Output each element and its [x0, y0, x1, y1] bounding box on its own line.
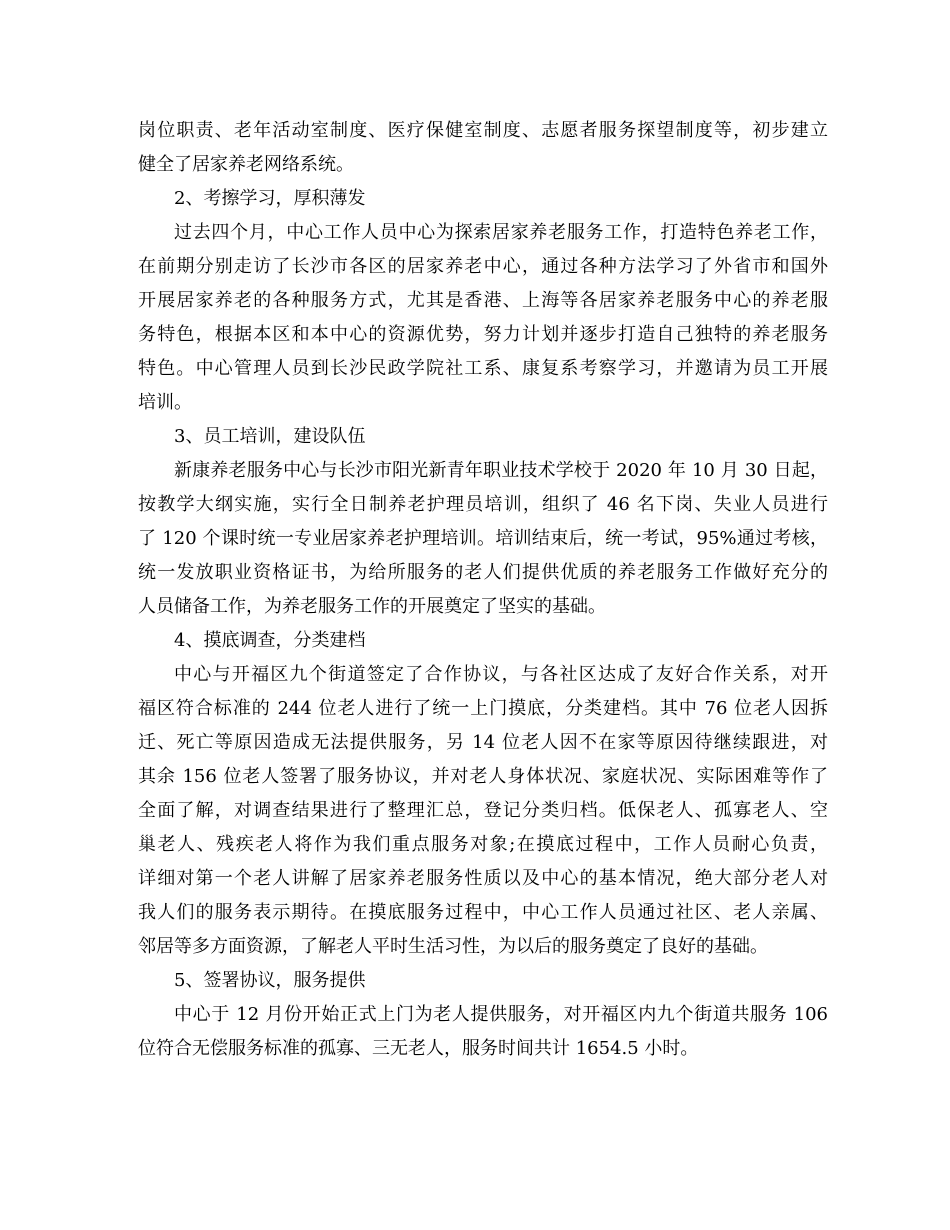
text-line: 培训。 [138, 392, 192, 413]
text-line: 开展居家养老的各种服务方式，尤其是香港、上海等各居家养老服务中心的养老服 [138, 290, 828, 311]
text-line: 中心与开福区九个街道签定了合作协议，与各社区达成了友好合作关系，对开 [174, 664, 828, 685]
section-heading: 5、签署协议，服务提供 [174, 970, 366, 991]
section-heading: 3、员工培训，建设队伍 [174, 426, 366, 447]
text-line: 我人们的服务表示期待。在摸底服务过程中，中心工作人员通过社区、老人亲属、 [138, 902, 828, 923]
text-line: 位符合无偿服务标准的孤寡、三无老人，服务时间共计 1654.5 小时。 [138, 1038, 699, 1059]
text-line: 全面了解，对调查结果进行了整理汇总，登记分类归档。低保老人、孤寡老人、空 [138, 800, 828, 821]
text-line: 了 120 个课时统一专业居家养老护理培训。培训结束后，统一考试，95%通过考核， [138, 528, 828, 549]
text-line: 务特色，根据本区和本中心的资源优势，努力计划并逐步打造自己独特的养老服务 [138, 324, 828, 345]
text-line: 过去四个月，中心工作人员中心为探索居家养老服务工作，打造特色养老工作， [174, 222, 828, 243]
text-line: 中心于 12 月份开始正式上门为老人提供服务，对开福区内九个街道共服务 106 [174, 1004, 828, 1025]
text-line: 按教学大纲实施，实行全日制养老护理员培训，组织了 46 名下岗、失业人员进行 [138, 494, 828, 515]
text-line: 邻居等多方面资源，了解老人平时生活习性，为以后的服务奠定了良好的基础。 [138, 936, 768, 957]
document-body [138, 114, 828, 1066]
text-line: 福区符合标准的 244 位老人进行了统一上门摸底，分类建档。其中 76 位老人因拆 [138, 698, 828, 719]
section-heading: 4、摸底调查，分类建档 [174, 630, 366, 651]
text-line: 其余 156 位老人签署了服务协议，并对老人身体状况、家庭状况、实际困难等作了 [138, 766, 828, 787]
text-line: 人员储备工作，为养老服务工作的开展奠定了坚实的基础。 [138, 596, 606, 617]
text-line: 巢老人、残疾老人将作为我们重点服务对象;在摸底过程中，工作人员耐心负责， [138, 834, 828, 855]
text-line: 统一发放职业资格证书，为给所服务的老人们提供优质的养老服务工作做好充分的 [138, 562, 828, 583]
text-line: 详细对第一个老人讲解了居家养老服务性质以及中心的基本情况，绝大部分老人对 [138, 868, 828, 889]
text-line: 在前期分别走访了长沙市各区的居家养老中心，通过各种方法学习了外省市和国外 [138, 256, 828, 277]
text-line: 健全了居家养老网络系统。 [138, 154, 354, 175]
text-line: 岗位职责、老年活动室制度、医疗保健室制度、志愿者服务探望制度等，初步建立 [138, 120, 828, 141]
text-line: 迁、死亡等原因造成无法提供服务，另 14 位老人因不在家等原因待继续跟进，对 [138, 732, 828, 753]
text-line: 特色。中心管理人员到长沙民政学院社工系、康复系考察学习，并邀请为员工开展 [138, 358, 828, 379]
text-line: 新康养老服务中心与长沙市阳光新青年职业技术学校于 2020 年 10 月 30 日起， [174, 460, 828, 481]
section-heading: 2、考擦学习，厚积薄发 [174, 188, 366, 209]
